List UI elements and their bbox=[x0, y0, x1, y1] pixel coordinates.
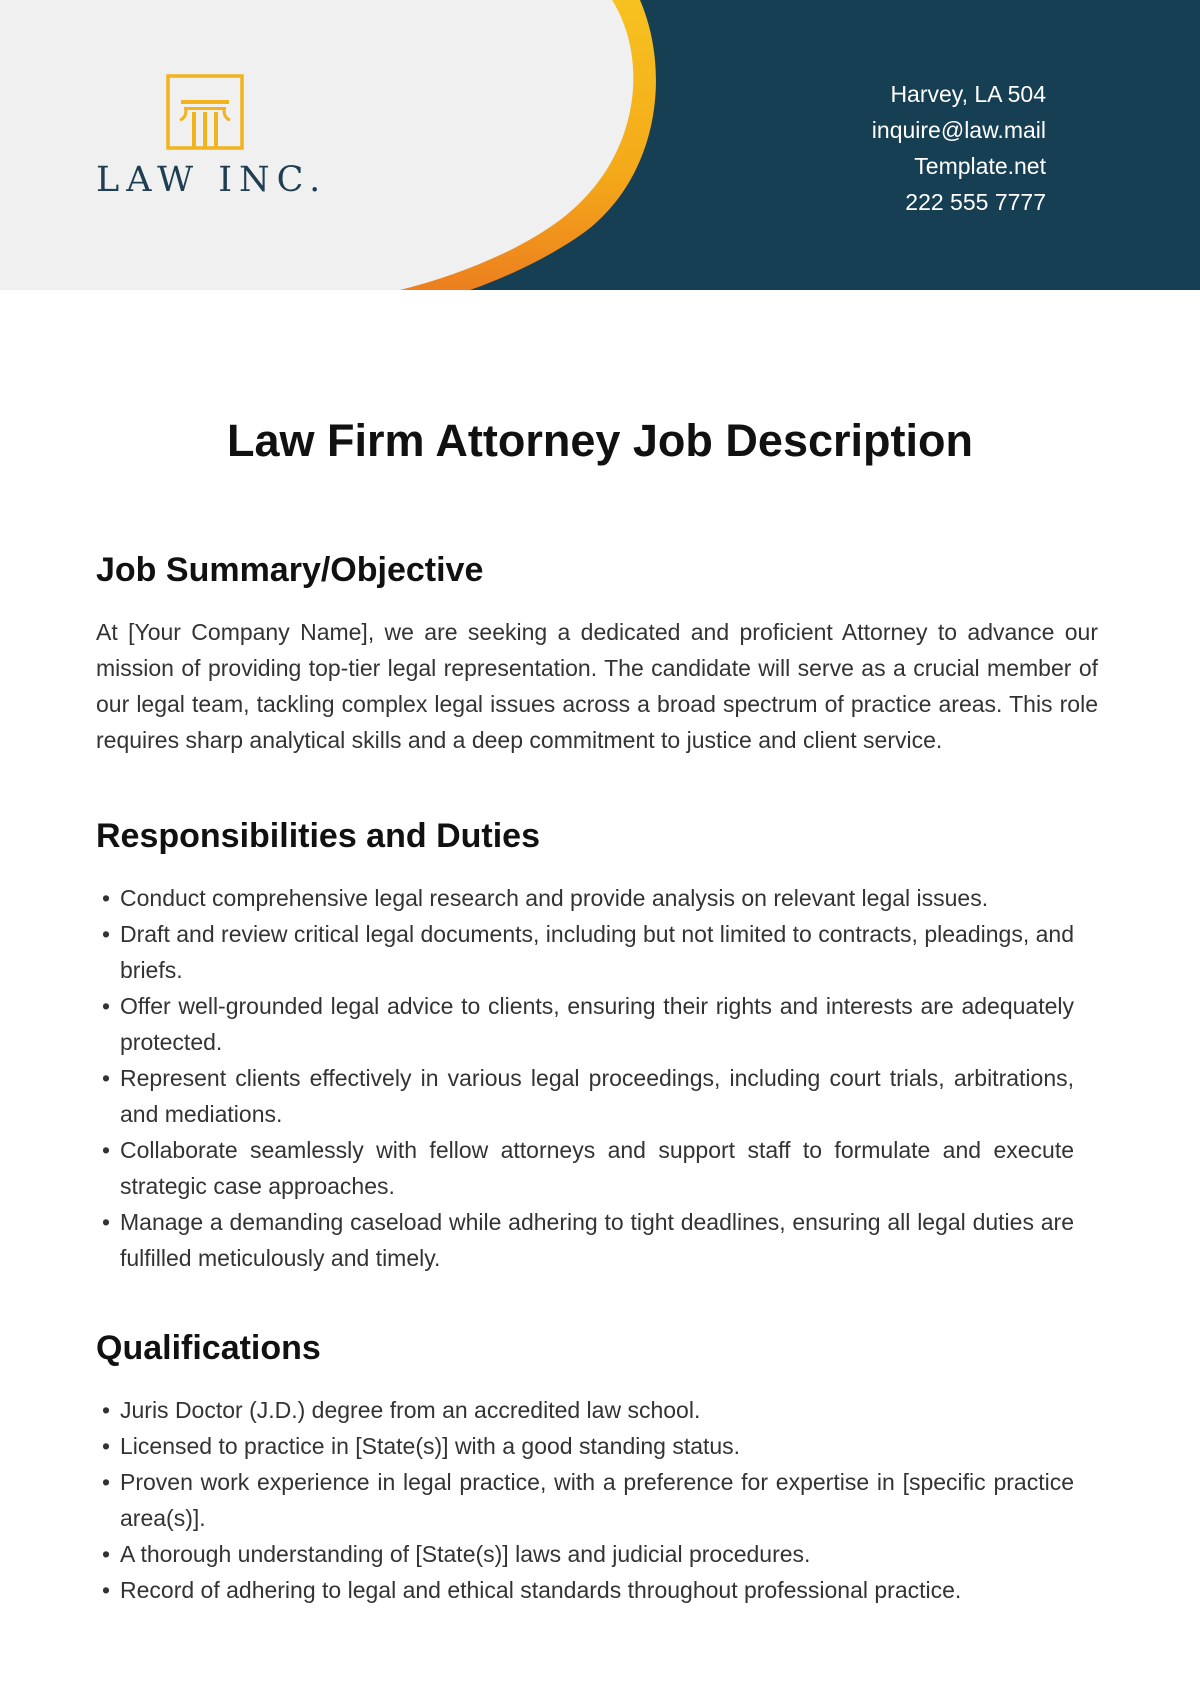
bullet-icon: • bbox=[102, 993, 111, 1019]
bullet-icon: • bbox=[102, 921, 111, 947]
list-item bbox=[96, 1132, 1074, 1204]
contact-email[interactable]: inquire@law.mail bbox=[871, 117, 1046, 143]
list-item-text: Manage a demanding caseload while adhering to tight deadlines, ensuring all legal duties are fulfilled meticulously and timely. bbox=[120, 1209, 1074, 1271]
list-item-text: A thorough understanding of [State(s)] laws and judicial procedures. bbox=[120, 1541, 811, 1567]
list-item bbox=[96, 1204, 1074, 1276]
bullet-icon: • bbox=[102, 1397, 111, 1423]
contact-website[interactable]: Template.net bbox=[914, 153, 1046, 179]
responsibilities-list bbox=[96, 880, 1074, 1276]
bullet-icon: • bbox=[102, 1577, 111, 1603]
bullet-icon: • bbox=[102, 1137, 111, 1163]
contact-block bbox=[872, 76, 1046, 220]
letterhead bbox=[0, 0, 1200, 290]
list-item-text: Offer well-grounded legal advice to clients, ensuring their rights and interests are adequately protected. bbox=[120, 993, 1074, 1055]
list-item-text: Juris Doctor (J.D.) degree from an accredited law school. bbox=[120, 1397, 701, 1423]
bullet-icon: • bbox=[102, 1469, 111, 1495]
list-item-text: Draft and review critical legal documents, including but not limited to contracts, pleadings, and briefs. bbox=[120, 921, 1074, 983]
bullet-icon: • bbox=[102, 1209, 111, 1235]
responsibilities-heading: Responsibilities and Duties bbox=[96, 817, 540, 855]
bullet-icon: • bbox=[102, 1433, 111, 1459]
summary-text: At [Your Company Name], we are seeking a dedicated and proficient Attorney to advance our mission of providing top-tier legal representation. The candidate will serve as a crucial member of our legal team, tackling complex legal issues across a broad spectrum of practice areas. This role requires sharp analytical skills and a deep commitment to justice and client service. bbox=[96, 619, 1098, 753]
list-item bbox=[96, 880, 1074, 916]
qualifications-heading: Qualifications bbox=[96, 1329, 321, 1367]
qualifications-list bbox=[96, 1392, 1074, 1608]
list-item-text: Conduct comprehensive legal research and provide analysis on relevant legal issues. bbox=[120, 885, 989, 911]
document-title: Law Firm Attorney Job Description bbox=[227, 415, 973, 466]
list-item-text: Proven work experience in legal practice, with a preference for expertise in [specific practice area(s)]. bbox=[120, 1469, 1074, 1531]
list-item bbox=[96, 1536, 1074, 1572]
list-item-text: Record of adhering to legal and ethical standards throughout professional practice. bbox=[120, 1577, 962, 1603]
list-item bbox=[96, 1572, 1074, 1608]
company-name: LAW INC. bbox=[96, 160, 328, 200]
bullet-icon: • bbox=[102, 885, 111, 911]
list-item bbox=[96, 988, 1074, 1060]
summary-heading: Job Summary/Objective bbox=[96, 551, 484, 589]
bullet-icon: • bbox=[102, 1541, 111, 1567]
list-item bbox=[96, 1428, 1074, 1464]
contact-address: Harvey, LA 504 bbox=[890, 81, 1046, 107]
bullet-icon: • bbox=[102, 1065, 111, 1091]
list-item-text: Represent clients effectively in various legal proceedings, including court trials, arbitrations, and mediations. bbox=[120, 1065, 1074, 1127]
list-item bbox=[96, 1464, 1074, 1536]
list-item bbox=[96, 1392, 1074, 1428]
list-item bbox=[96, 916, 1074, 988]
document-body bbox=[96, 548, 1098, 1658]
list-item-text: Licensed to practice in [State(s)] with a good standing status. bbox=[120, 1433, 741, 1459]
pillar-logo-icon bbox=[166, 74, 244, 150]
contact-phone: 222 555 7777 bbox=[905, 189, 1046, 215]
list-item-text: Collaborate seamlessly with fellow attorneys and support staff to formulate and execute strategic case approaches. bbox=[120, 1137, 1074, 1199]
list-item bbox=[96, 1060, 1074, 1132]
